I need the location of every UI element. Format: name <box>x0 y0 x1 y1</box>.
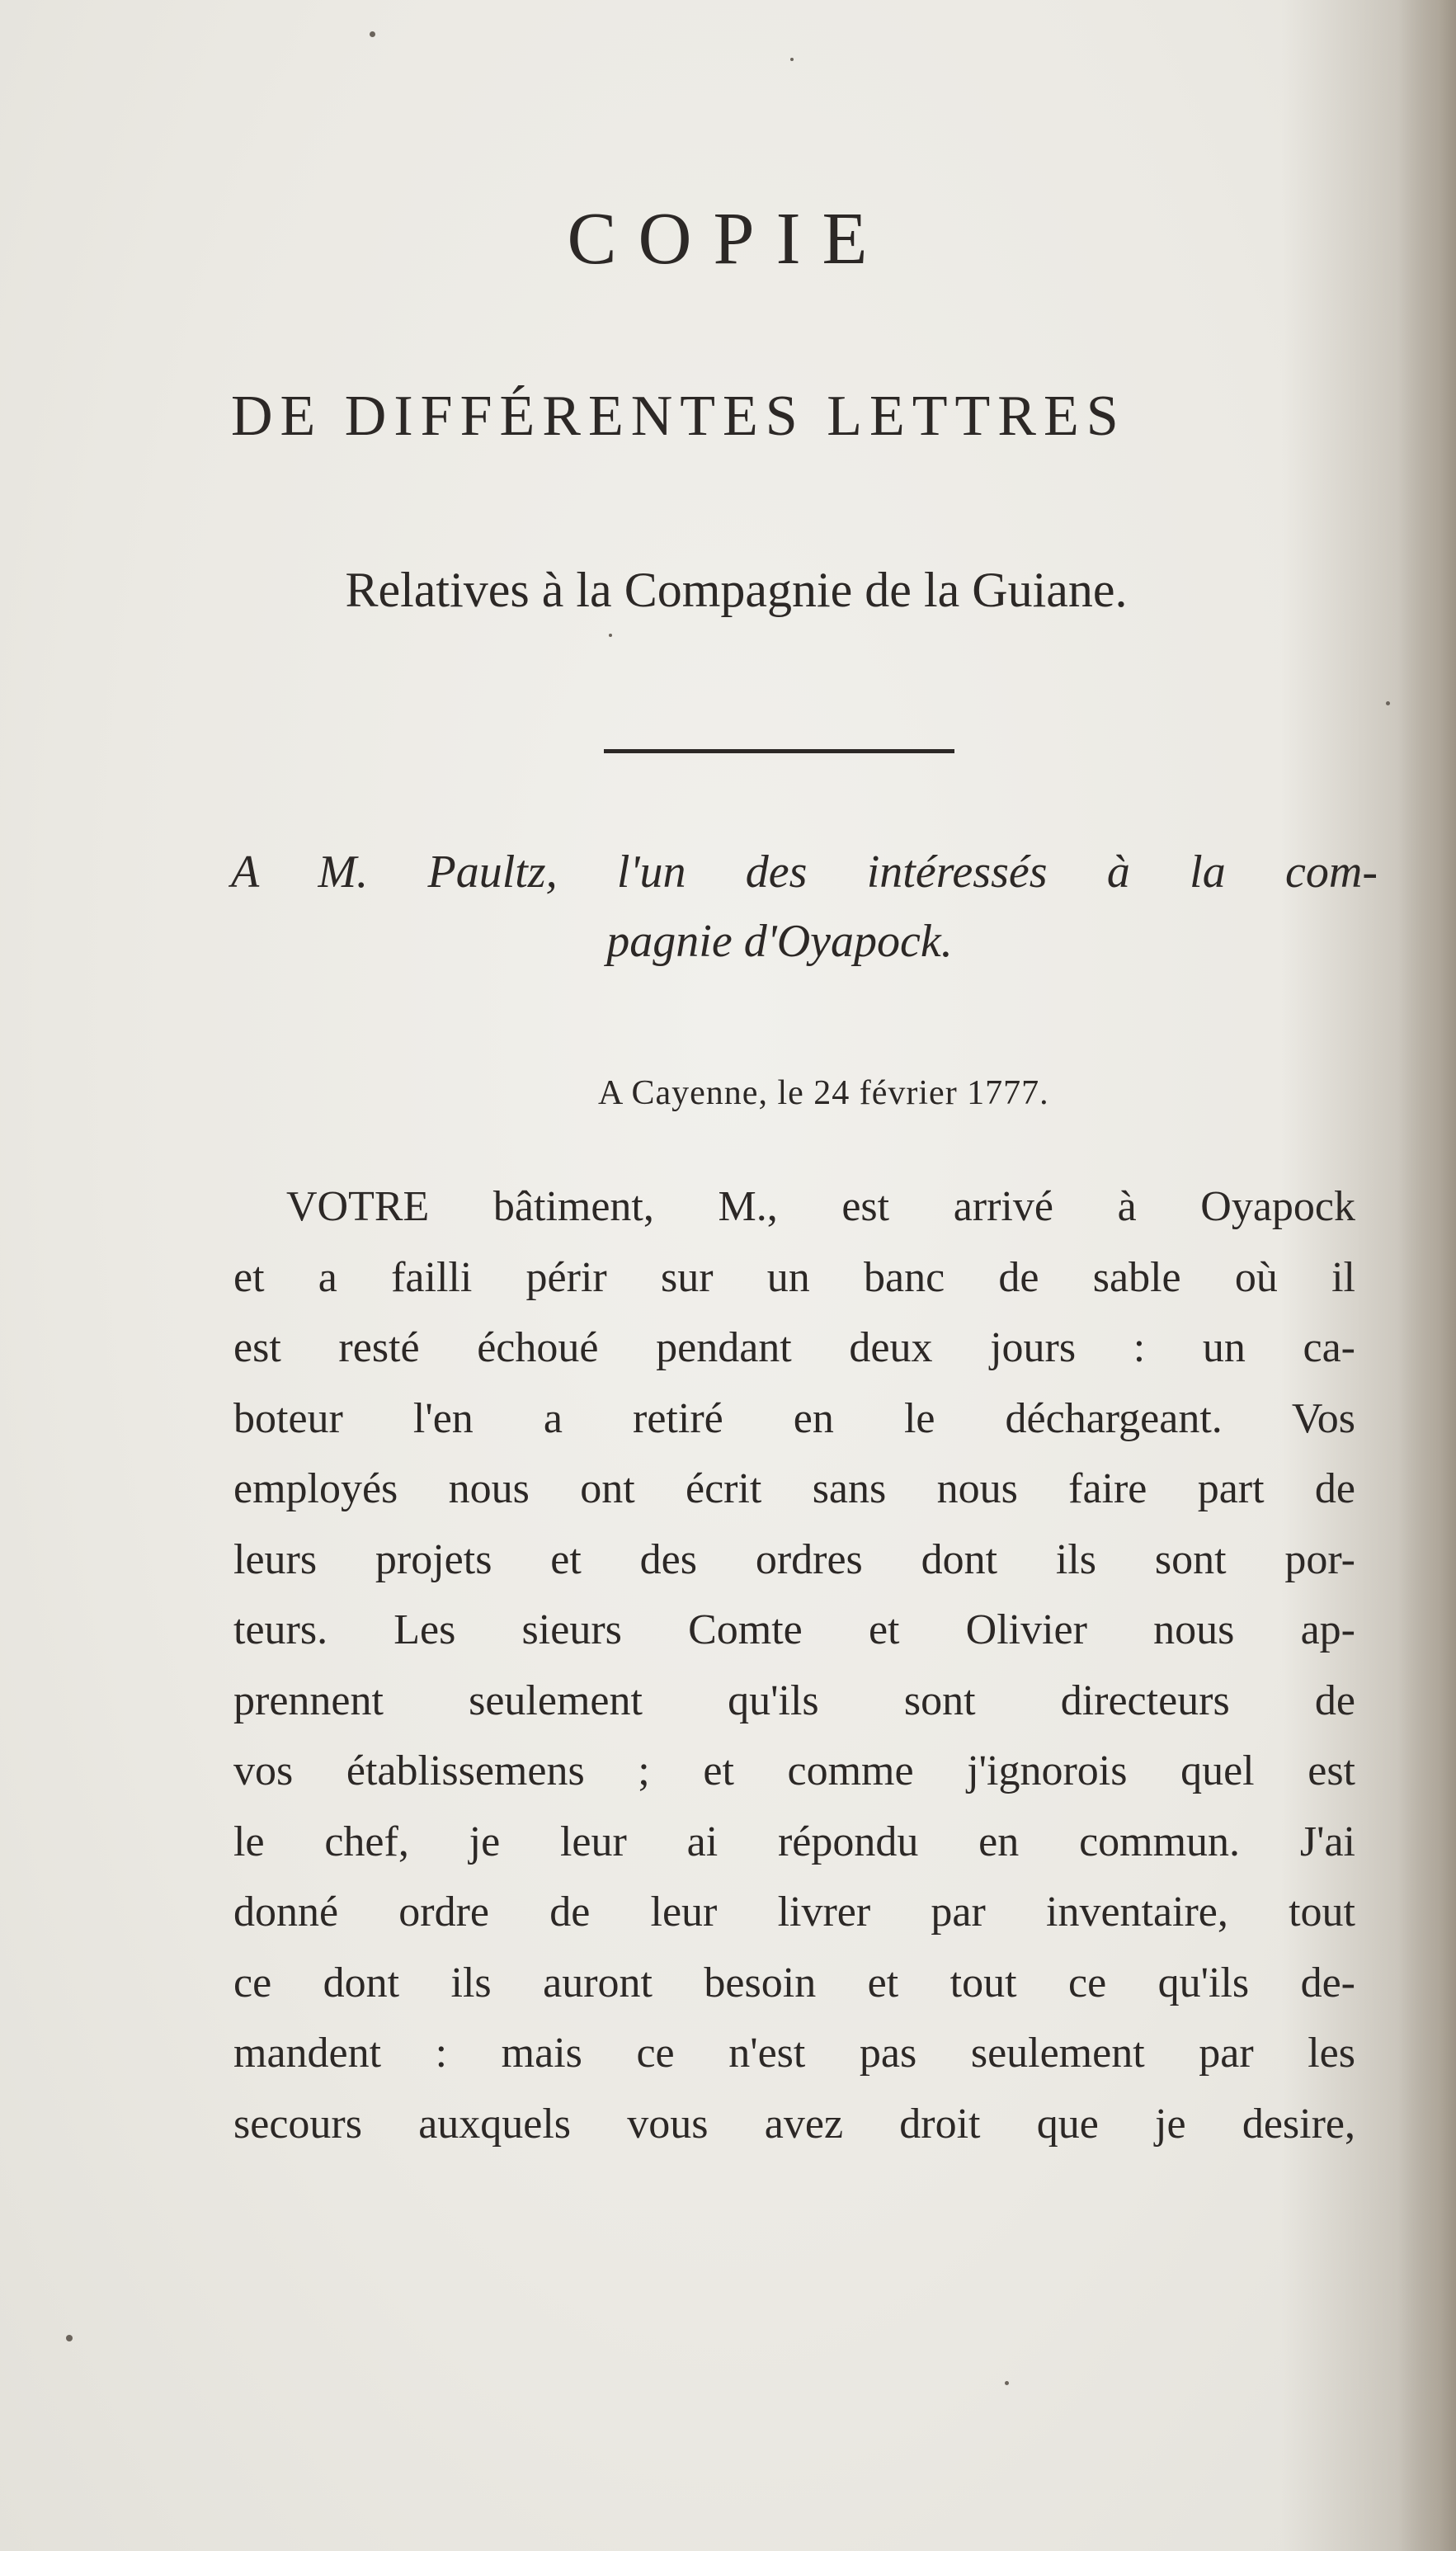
page-subtitle: DE DIFFÉRENTES LETTRES <box>231 384 1126 448</box>
body-line: est resté échoué pendant deux jours : un ca- <box>233 1324 1355 1371</box>
page-edge-shadow <box>1398 0 1456 2551</box>
paper-speck <box>1386 701 1390 705</box>
body-line: secours auxquels vous avez droit que je desire, <box>233 2100 1355 2148</box>
paper-speck <box>370 31 375 37</box>
body-line: mandent : mais ce n'est pas seulement par les <box>233 2030 1355 2077</box>
divider-rule <box>604 749 954 753</box>
body-line: vos établissemens ; et comme j'ignorois quel est <box>233 1747 1355 1794</box>
address-line-2: pagnie d'Oyapock. <box>606 916 953 967</box>
body-line: le chef, je leur ai répondu en commun. J'ai <box>233 1818 1355 1865</box>
address-line-1: A M. Paultz, l'un des intéressés à la com- <box>231 846 1378 898</box>
body-line: boteur l'en a retiré en le déchargeant. Vos <box>233 1394 1355 1442</box>
paper-speck <box>790 58 794 61</box>
body-line: prennent seulement qu'ils sont directeurs de <box>233 1676 1355 1724</box>
page-heading-relatives: Relatives à la Compagnie de la Guiane. <box>345 563 1128 617</box>
body-line: employés nous ont écrit sans nous faire part de <box>233 1465 1355 1512</box>
letter-dateline: A Cayenne, le 24 février 1777. <box>598 1074 1049 1112</box>
body-line: teurs. Les sieurs Comte et Olivier nous ap- <box>233 1606 1355 1653</box>
paper-speck <box>66 2335 73 2341</box>
paper-speck <box>609 634 612 637</box>
body-line: et a failli périr sur un banc de sable où il <box>233 1253 1355 1301</box>
letter-address <box>231 837 1378 976</box>
page-title: COPIE <box>567 198 889 280</box>
body-line: ce dont ils auront besoin et tout ce qu'ils de- <box>233 1959 1355 2006</box>
letter-body <box>233 1172 1355 2159</box>
body-line: donné ordre de leur livrer par inventaire, tout <box>233 1888 1355 1936</box>
paper-speck <box>1005 2381 1009 2385</box>
body-line: leurs projets et des ordres dont ils sont por- <box>233 1535 1355 1583</box>
body-line: VOTRE bâtiment, M., est arrivé à Oyapock <box>286 1183 1355 1230</box>
